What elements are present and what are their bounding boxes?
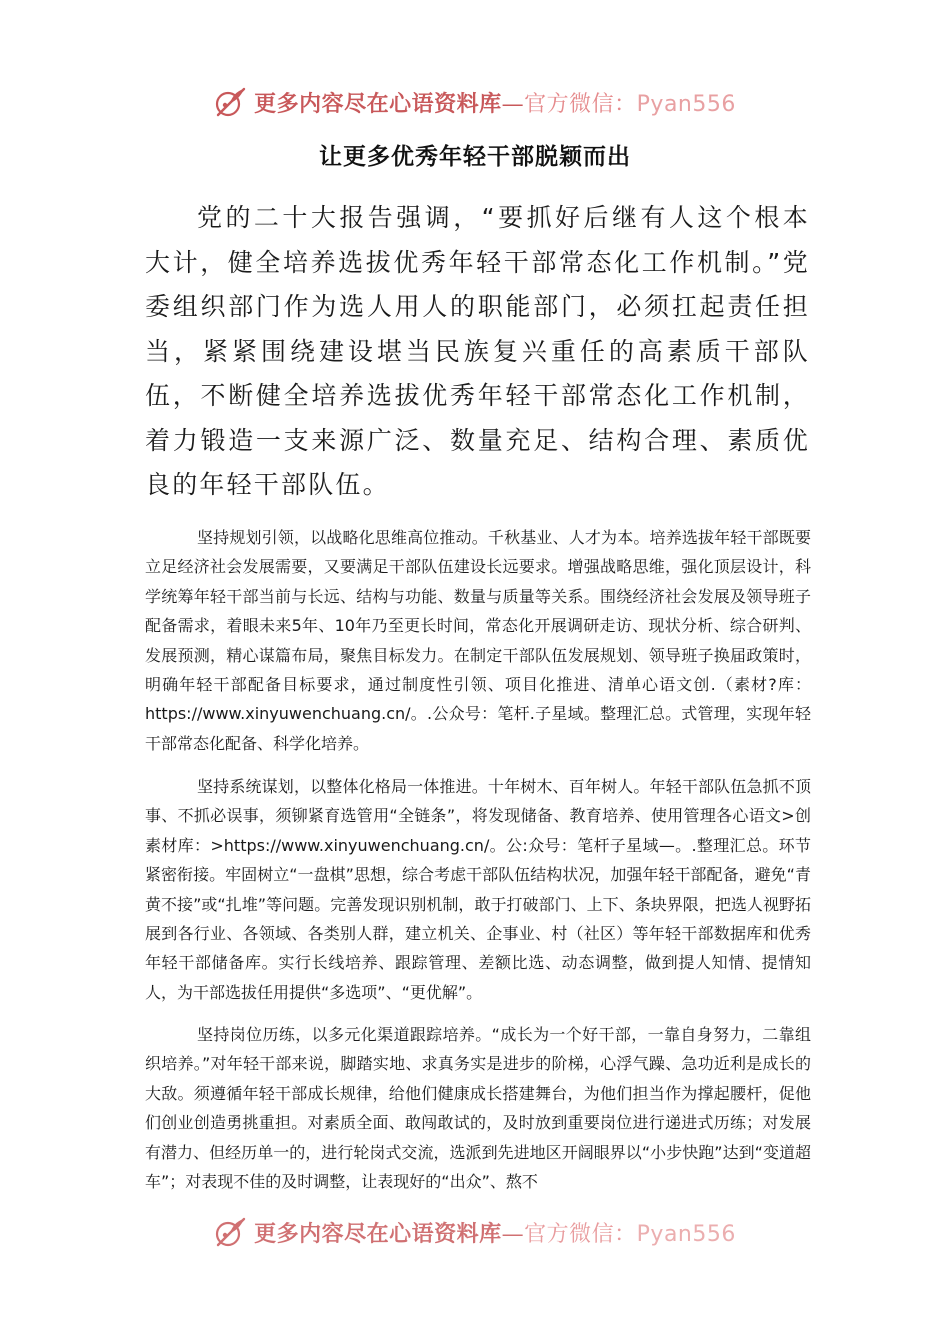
banner-separator: — (501, 91, 525, 117)
body-paragraph-2: 坚持系统谋划，以整体化格局一体推进。十年树木、百年树人。年轻干部队伍急抓不顶事、不抓必误事，须铆紧育选管用“全链条”，将发现储备、教育培养、使用管理各心语文>创素材库：>https://www.xinyuwenchuang.cn/。公:众号：笔杆子星域—。.整理汇总。环节紧密衔接。牢固树立“一盘棋”思想，综合考虑干部队伍结构状况，加强年轻干部配备，避免“青黄不接”或“扎堆”等问题。完善发现识别机制，敢于打破部门、上下、条块界限，把选人视野拓展到各行业、各领域、各类别人群，建立机关、企事业、村（社区）等年轻干部数据库和优秀年轻干部储备库。实行长线培养、跟踪管理、差额比选、动态调整，做到提人知情、提情知人，为干部选拔任用提供“多选项”、“更优解”。 (145, 777, 811, 1002)
banner-separator-bottom: — (501, 1221, 525, 1247)
quill-logo-icon (214, 85, 248, 119)
lead-paragraph: 党的二十大报告强调，“要抓好后继有人这个根本大计，健全培养选拔优秀年轻干部常态化工作机制。”党委组织部门作为选人用人的职能部门，必须扛起责任担当，紧紧围绕建设堪当民族复兴重任的高素质干部队伍，不断健全培养选拔优秀年轻干部常态化工作机制，着力锻造一支来源广泛、数量充足、结构合理、素质优良的年轻干部队伍。 (145, 203, 810, 499)
banner-wechat-id: Pyan556 (636, 91, 736, 117)
banner-wechat-id-bottom: Pyan556 (636, 1221, 736, 1247)
banner-wechat-label: 官方微信： (524, 91, 637, 117)
top-watermark-banner (0, 82, 950, 122)
banner-text (254, 87, 736, 118)
body-paragraph-1: 坚持规划引领，以战略化思维高位推动。千秋基业、人才为本。培养选拔年轻干部既要立足经济社会发展需要，又要满足干部队伍建设长远要求。增强战略思维，强化顶层设计，科学统筹年轻干部当前与长远、结构与功能、数量与质量等关系。围绕经济社会发展及领导班子配备需求，着眼未来5年、10年乃至更长时间，常态化开展调研走访、现状分析、综合研判、发展预测，精心谋篇布局，聚焦目标发力。在制定干部队伍发展规划、领导班子换届政策时，明确年轻干部配备目标要求，通过制度性引领、项目化推进、清单心语文创.（素材?库：https://www.xinyuwenchuang.cn/。.公众号：笔杆.子星域。整理汇总。式管理，实现年轻干部常态化配备、科学化培养。 (145, 528, 811, 753)
bottom-watermark-banner (0, 1206, 950, 1246)
body-paragraph-3: 坚持岗位历练，以多元化渠道跟踪培养。“成长为一个好干部，一靠自身努力，二靠组织培养。”对年轻干部来说，脚踏实地、求真务实是进步的阶梯，心浮气躁、急功近利是成长的大敌。须遵循年轻干部成长规律，给他们健康成长搭建舞台，为他们担当作为撑起腰杆，促他们创业创造勇挑重担。对素质全面、敢闯敢试的，及时放到重要岗位进行递进式历练；对发展有潜力、但经历单一的，进行轮岗式交流，选派到先进地区开阔眼界以“小步快跑”达到“变道超车”；对表现不佳的及时调整，让表现好的“出众”、熬不 (145, 1025, 811, 1192)
banner-main-text-bottom: 更多内容尽在心语资料库 (254, 1220, 502, 1247)
banner-main-text: 更多内容尽在心语资料库 (254, 90, 502, 117)
banner-wechat-label-bottom: 官方微信： (524, 1221, 637, 1247)
banner-text-bottom (254, 1217, 736, 1248)
document-title: 让更多优秀年轻干部脱颖而出 (319, 144, 631, 170)
quill-logo-icon-bottom (214, 1215, 248, 1249)
